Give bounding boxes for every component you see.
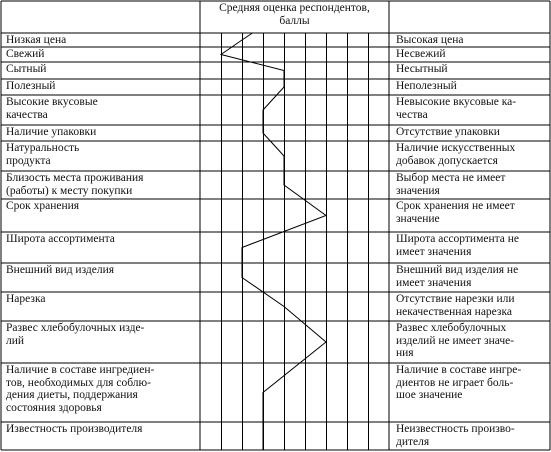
row-right-attribute: Наличие в составе ингре- диентов не играет боль- шое значение	[396, 364, 522, 401]
row-right-attribute: Невысокие вкусовые ка- чества	[396, 96, 517, 121]
row-right-attribute: Отсутствие нарезки или некачественная нарезка	[396, 293, 515, 318]
row-left-attribute: Развес хлебобулочных изде- лий	[6, 322, 145, 347]
table-header-average-score: Средняя оценка респондентов, баллы	[219, 2, 370, 27]
row-left-attribute: Низкая цена	[6, 34, 67, 46]
row-left-attribute: Нарезка	[6, 293, 46, 305]
row-right-attribute: Наличие искусственных добавок допускается	[396, 142, 516, 167]
row-left-attribute: Свежий	[6, 48, 45, 60]
row-left-attribute: Известность производителя	[6, 423, 143, 435]
row-left-attribute: Срок хранения	[6, 200, 80, 212]
row-right-attribute: Высокая цена	[396, 34, 464, 46]
row-left-attribute: Полезный	[6, 80, 56, 92]
row-left-attribute: Наличие в составе ингредиен- тов, необходимых для соблю- дения диеты, поддержания состояния здоровья	[6, 364, 155, 414]
row-left-attribute: Наличие упаковки	[6, 126, 97, 138]
row-right-attribute: Отсутствие упаковки	[396, 126, 500, 138]
row-right-attribute: Неполезный	[396, 80, 457, 92]
row-right-attribute: Неизвестность произво- дителя	[396, 423, 515, 448]
row-right-attribute: Развес хлебобулочных изделий не имеет значе- ния	[396, 322, 515, 359]
row-right-attribute: Внешний вид изделия не имеет значения	[396, 264, 519, 289]
row-left-attribute: Высокие вкусовые качества	[6, 96, 98, 121]
row-right-attribute: Выбор места не имеет значения	[396, 172, 506, 197]
row-left-attribute: Натуральность продукта	[6, 142, 80, 167]
row-right-attribute: Срок хранения не имеет значение	[396, 200, 515, 225]
row-right-attribute: Несытный	[396, 63, 448, 75]
average-score-profile-line	[221, 33, 326, 450]
row-right-attribute: Несвежий	[396, 48, 446, 60]
row-left-attribute: Внешний вид изделия	[6, 264, 115, 276]
row-left-attribute: Сытный	[6, 63, 47, 75]
row-left-attribute: Близость места проживания (работы) к месту покупки	[6, 172, 144, 197]
row-left-attribute: Широта ассортимента	[6, 233, 115, 245]
row-right-attribute: Широта ассортимента не имеет значения	[396, 233, 520, 258]
